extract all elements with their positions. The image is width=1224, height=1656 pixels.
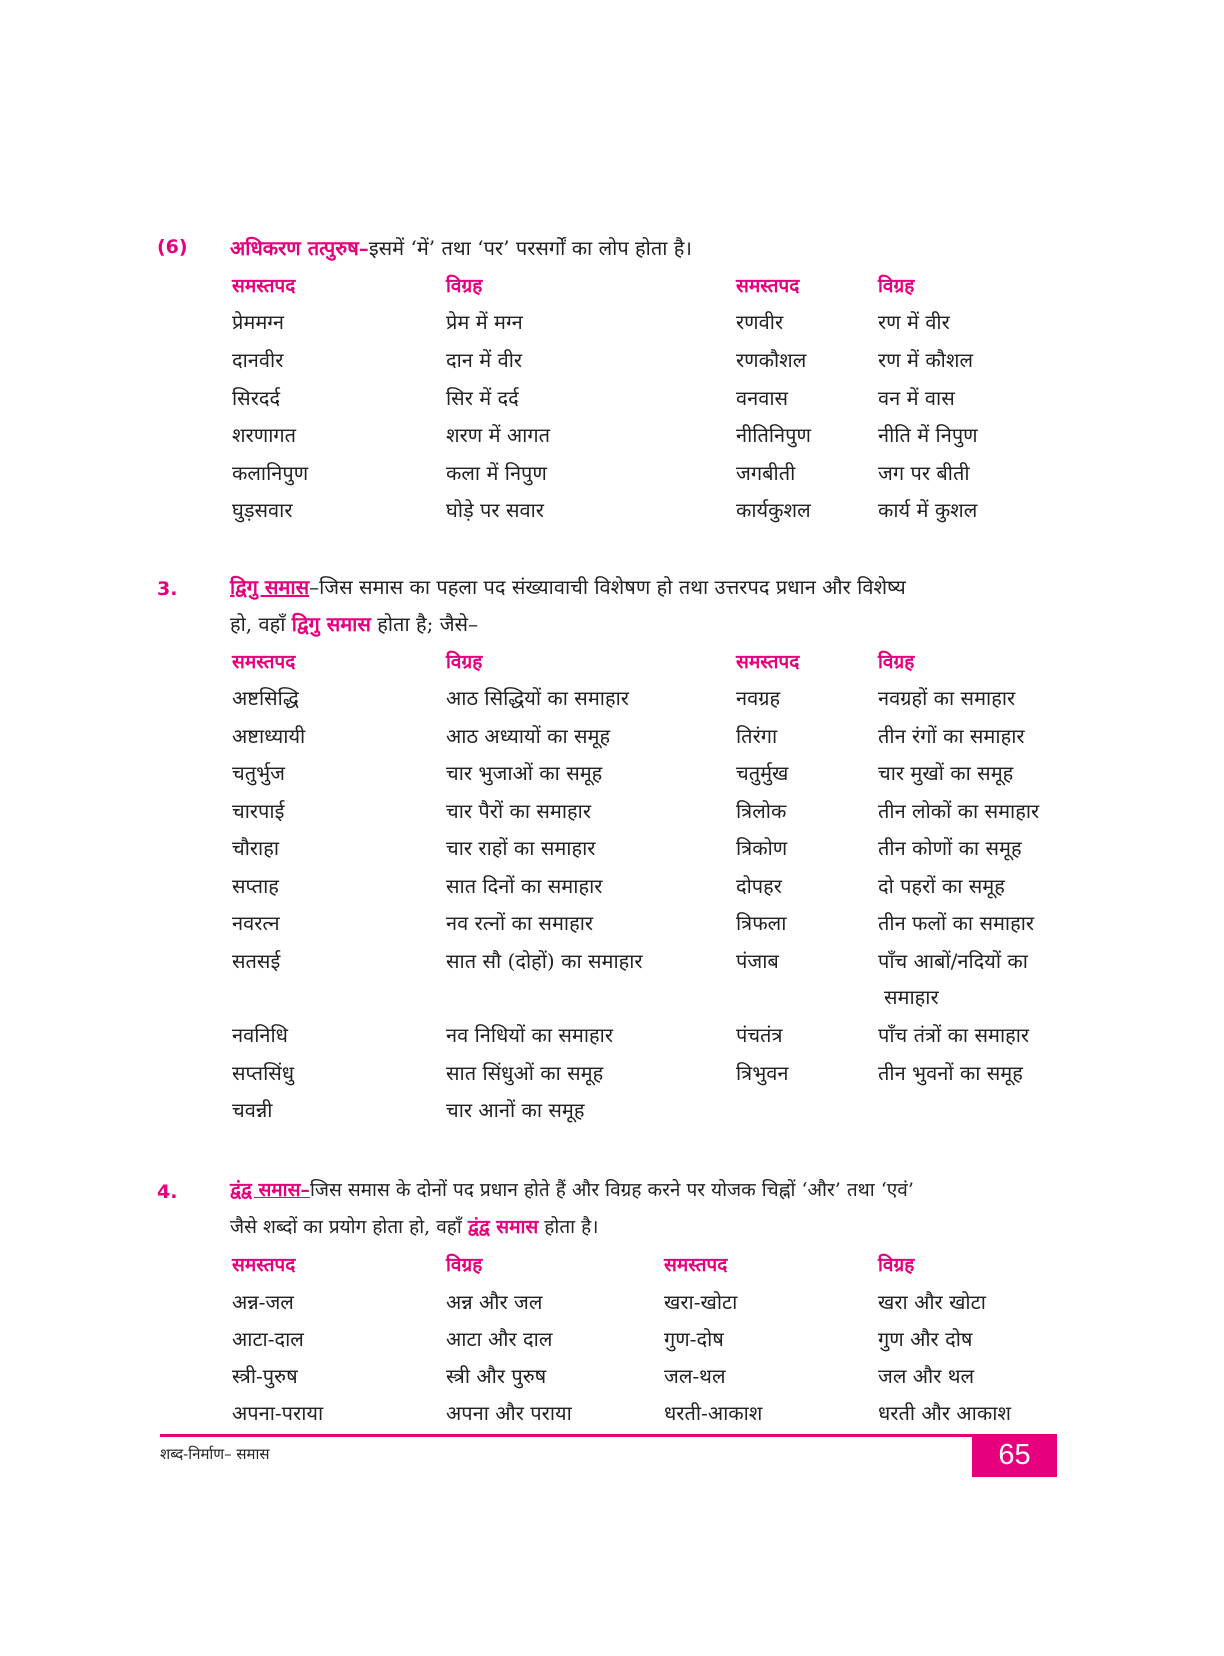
samastpad-cell: चारपाई (232, 799, 285, 823)
table-row (0, 1096, 1224, 1133)
samastpad-cell: वनवास (736, 386, 789, 410)
definition-text: जिस समास के दोनों पद प्रधान होते हैं और विग्रह करने पर योजक चिह्नों ‘और’ तथा ‘एवं’ (309, 1179, 914, 1201)
samastpad-cell: नवग्रह (736, 686, 781, 710)
samastpad-cell: स्त्री-पुरुष (232, 1364, 298, 1388)
header-vigrah: विग्रह (878, 275, 915, 297)
definition-line-1 (230, 573, 906, 600)
samastpad-cell: प्रेममग्न (232, 310, 285, 334)
vigrah-cell: नव निधियों का समाहार (446, 1023, 614, 1047)
samastpad-cell: कार्यकुशल (736, 498, 811, 522)
table-row (0, 759, 1224, 796)
footer-divider (160, 1434, 1057, 1437)
samastpad-cell: सप्ताह (232, 874, 279, 898)
samastpad-cell: सप्तसिंधु (232, 1061, 295, 1085)
vigrah-cell: जग पर बीती (878, 461, 970, 485)
vigrah-cell: सात सिंधुओं का समूह (446, 1061, 604, 1085)
vigrah-cell: नीति में निपुण (878, 423, 978, 447)
samastpad-cell: नवनिधि (232, 1023, 288, 1047)
vigrah-cell: प्रेम में मग्न (446, 310, 523, 334)
table-row (0, 909, 1224, 946)
definition-line-2 (230, 1213, 598, 1239)
vigrah-cell: समाहार (884, 985, 939, 1009)
section-number: 3. (157, 578, 178, 600)
vigrah-cell: तीन रंगों का समाहार (878, 724, 1025, 748)
samastpad-cell: चतुर्भुज (232, 761, 285, 785)
vigrah-cell: दो पहरों का समूह (878, 874, 1005, 898)
definition-text: –जिस समास का पहला पद संख्यावाची विशेषण हो तथा उत्तरपद प्रधान और विशेष्य (309, 575, 906, 599)
table-header (0, 648, 1224, 685)
samastpad-cell: त्रिलोक (736, 799, 787, 823)
header-vigrah: विग्रह (878, 1254, 915, 1276)
vigrah-cell: अपना और पराया (446, 1401, 572, 1425)
samastpad-cell: चतुर्मुख (736, 761, 789, 785)
samastpad-cell: अष्टाध्यायी (232, 724, 306, 748)
samastpad-cell: गुण-दोष (664, 1327, 724, 1351)
vigrah-cell: तीन फलों का समाहार (878, 911, 1035, 935)
vigrah-cell: वन में वास (878, 386, 955, 410)
table-row (0, 947, 1224, 984)
table-row (0, 459, 1224, 496)
definition-line-1 (230, 1176, 914, 1202)
table-row (0, 1021, 1224, 1058)
vigrah-cell: तीन लोकों का समाहार (878, 799, 1040, 823)
header-samastpad: समस्तपद (232, 275, 296, 297)
samastpad-cell: आटा-दाल (232, 1327, 304, 1351)
samastpad-cell: जगबीती (736, 461, 796, 485)
header-vigrah: विग्रह (446, 1254, 483, 1276)
samastpad-cell: त्रिफला (736, 911, 787, 935)
table-row (0, 1362, 1224, 1399)
vigrah-cell: सात सौ (दोहों) का समाहार (446, 949, 643, 973)
vigrah-cell: नव रत्नों का समाहार (446, 911, 594, 935)
vigrah-cell: दान में वीर (446, 348, 523, 372)
samastpad-cell: दोपहर (736, 874, 782, 898)
definition-text: होता है; जैसे– (370, 612, 479, 636)
vigrah-cell: रण में कौशल (878, 348, 974, 372)
vigrah-cell: नवग्रहों का समाहार (878, 686, 1016, 710)
table-row (0, 384, 1224, 421)
table-row (0, 1059, 1224, 1096)
vigrah-cell: चार आनों का समूह (446, 1098, 585, 1122)
table-row-continuation (0, 983, 1224, 1020)
samastpad-cell: चौराहा (232, 836, 280, 860)
table-row (0, 1399, 1224, 1436)
samastpad-cell: सिरदर्द (232, 386, 281, 410)
vigrah-cell: गुण और दोष (878, 1327, 973, 1351)
table-row (0, 496, 1224, 533)
table-row (0, 421, 1224, 458)
samastpad-cell: रणवीर (736, 310, 784, 334)
samastpad-cell: अपना-पराया (232, 1401, 324, 1425)
table-row (0, 308, 1224, 345)
page-number: 65 (972, 1434, 1057, 1477)
samastpad-cell: अष्टसिद्धि (232, 686, 299, 710)
samastpad-cell: घुड़सवार (232, 498, 293, 522)
section-intro (230, 234, 692, 261)
table-header (0, 272, 1224, 309)
header-vigrah: विग्रह (446, 651, 483, 673)
vigrah-cell: शरण में आगत (446, 423, 551, 447)
samastpad-cell: नीतिनिपुण (736, 423, 811, 447)
vigrah-cell: कार्य में कुशल (878, 498, 978, 522)
samastpad-cell: धरती-आकाश (664, 1401, 763, 1425)
table-row (0, 1325, 1224, 1362)
table-row (0, 346, 1224, 383)
samastpad-cell: खरा-खोटा (664, 1290, 738, 1314)
samastpad-cell: त्रिभुवन (736, 1061, 789, 1085)
samastpad-cell: पंजाब (736, 949, 779, 973)
vigrah-cell: अन्न और जल (446, 1290, 543, 1314)
table-row (0, 1288, 1224, 1325)
term-heading: अधिकरण तत्पुरुष– (230, 236, 369, 260)
header-vigrah: विग्रह (446, 275, 483, 297)
vigrah-cell: आठ अध्यायों का समूह (446, 724, 611, 748)
vigrah-cell: पाँच आबों/नदियों का (878, 949, 1028, 973)
table-row (0, 797, 1224, 834)
section-number: (6) (157, 236, 188, 258)
samastpad-cell: सतसई (232, 949, 281, 973)
term-inline: द्विगु समास (291, 612, 371, 636)
header-samastpad: समस्तपद (664, 1254, 728, 1276)
vigrah-cell: तीन कोणों का समूह (878, 836, 1022, 860)
header-samastpad: समस्तपद (736, 651, 800, 673)
samastpad-cell: पंचतंत्र (736, 1023, 783, 1047)
table-row (0, 872, 1224, 909)
section-number: 4. (157, 1181, 178, 1203)
vigrah-cell: खरा और खोटा (878, 1290, 986, 1314)
samastpad-cell: अन्न-जल (232, 1290, 294, 1314)
vigrah-cell: स्त्री और पुरुष (446, 1364, 547, 1388)
samastpad-cell: कलानिपुण (232, 461, 309, 485)
table-row (0, 722, 1224, 759)
header-samastpad: समस्तपद (232, 1254, 296, 1276)
term-heading: द्वंद्व समास– (230, 1179, 310, 1201)
samastpad-cell: दानवीर (232, 348, 284, 372)
term-inline: द्वंद्व समास (467, 1216, 539, 1238)
definition-text: इसमें ‘में’ तथा ‘पर’ परसर्गों का लोप होता है। (368, 236, 692, 260)
vigrah-cell: आटा और दाल (446, 1327, 553, 1351)
vigrah-cell: आठ सिद्धियों का समाहार (446, 686, 629, 710)
vigrah-cell: सात दिनों का समाहार (446, 874, 603, 898)
samastpad-cell: जल-थल (664, 1364, 726, 1388)
vigrah-cell: पाँच तंत्रों का समाहार (878, 1023, 1030, 1047)
definition-text: हो, वहाँ (230, 612, 292, 636)
table-row (0, 684, 1224, 721)
vigrah-cell: जल और थल (878, 1364, 975, 1388)
definition-line-2 (230, 610, 478, 637)
header-samastpad: समस्तपद (736, 275, 800, 297)
header-samastpad: समस्तपद (232, 651, 296, 673)
vigrah-cell: चार पैरों का समाहार (446, 799, 592, 823)
definition-text: होता है। (538, 1216, 599, 1238)
samastpad-cell: चवन्नी (232, 1098, 273, 1122)
vigrah-cell: कला में निपुण (446, 461, 547, 485)
definition-text: जैसे शब्दों का प्रयोग होता हो, वहाँ (230, 1216, 468, 1238)
samastpad-cell: तिरंगा (736, 724, 778, 748)
vigrah-cell: चार भुजाओं का समूह (446, 761, 603, 785)
samastpad-cell: नवरत्न (232, 911, 280, 935)
vigrah-cell: चार मुखों का समूह (878, 761, 1014, 785)
term-heading: द्विगु समास (230, 575, 310, 599)
vigrah-cell: सिर में दर्द (446, 386, 519, 410)
vigrah-cell: चार राहों का समाहार (446, 836, 596, 860)
vigrah-cell: तीन भुवनों का समूह (878, 1061, 1023, 1085)
vigrah-cell: धरती और आकाश (878, 1401, 1011, 1425)
table-row (0, 834, 1224, 871)
vigrah-cell: रण में वीर (878, 310, 950, 334)
samastpad-cell: शरणागत (232, 423, 297, 447)
samastpad-cell: रणकौशल (736, 348, 807, 372)
table-header (0, 1251, 1224, 1288)
chapter-title: शब्द-निर्माण– समास (160, 1445, 270, 1463)
vigrah-cell: घोड़े पर सवार (446, 498, 544, 522)
header-vigrah: विग्रह (878, 651, 915, 673)
samastpad-cell: त्रिकोण (736, 836, 788, 860)
